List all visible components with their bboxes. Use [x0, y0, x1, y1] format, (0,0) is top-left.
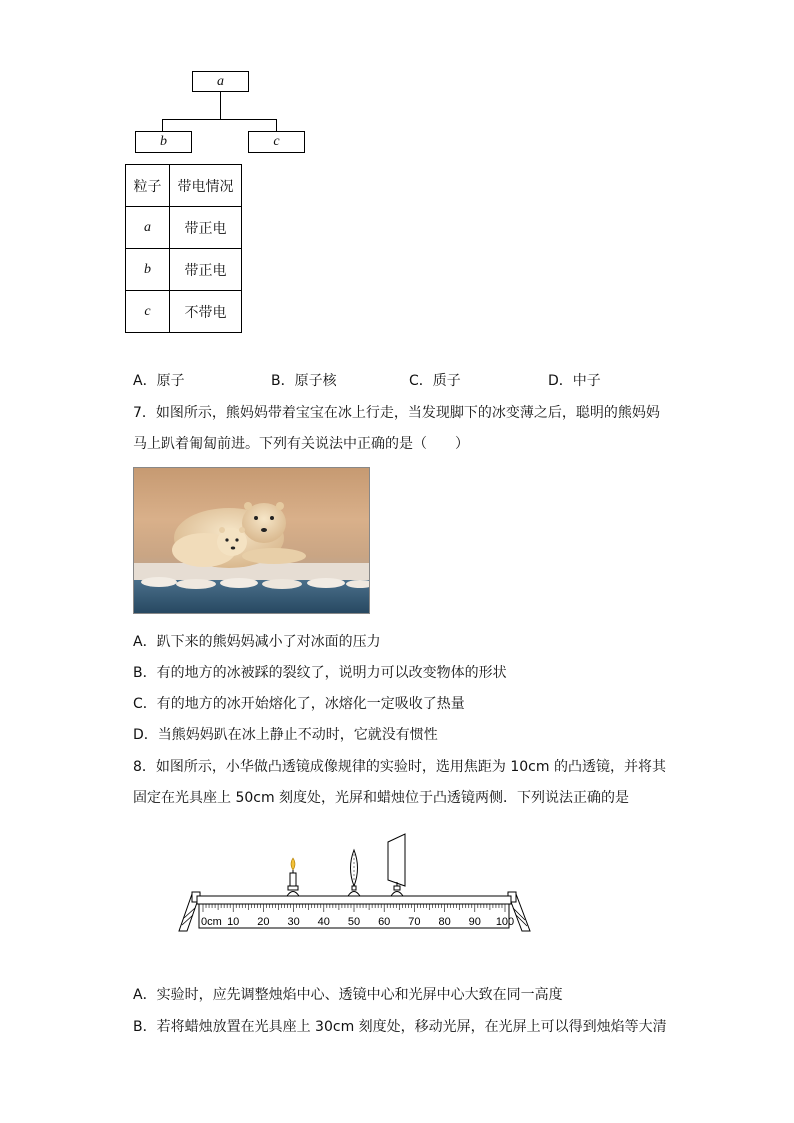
bench-tick-label: 20: [257, 916, 270, 928]
q6-option-c: C．质子: [409, 373, 461, 389]
table-cell: 不带电: [170, 291, 242, 333]
bench-tick-label: 90: [468, 916, 481, 928]
q6-option-d: D．中子: [548, 373, 601, 389]
optical-bench-diagram: [175, 828, 535, 938]
table-header-cell: 粒子: [126, 165, 170, 207]
bench-tick-label: 60: [378, 916, 391, 928]
tree-connector: [220, 92, 221, 119]
tree-connector: [162, 119, 277, 120]
convex-lens: [348, 850, 360, 896]
q8-stem-line1: 8．如图所示，小华做凸透镜成像规律的实验时，选用焦距为 10cm 的凸透镜，并将其: [133, 759, 666, 775]
bench-tick-label: 70: [408, 916, 421, 928]
table-row: [126, 291, 242, 333]
table-header-cell: 带电情况: [170, 165, 242, 207]
bench-tick-label: 80: [438, 916, 451, 928]
bench-tick-label: 100: [495, 916, 515, 928]
table-cell: b: [126, 249, 170, 291]
table-row: [126, 249, 242, 291]
q7-option-d: D．当熊妈妈趴在冰上静止不动时，它就没有惯性: [133, 727, 438, 743]
q7-option-c: C．有的地方的冰开始熔化了，冰熔化一定吸收了热量: [133, 696, 465, 712]
bench-rail: [197, 896, 511, 904]
table-cell: 带正电: [170, 249, 242, 291]
tree-node-c: c: [248, 131, 305, 153]
bench-tick-label: 40: [317, 916, 330, 928]
table-cell: c: [126, 291, 170, 333]
table-header-row: [126, 165, 242, 207]
tree-node-a: a: [192, 71, 249, 92]
q7-stem-line2: 马上趴着匍匐前进。下列有关说法中正确的是（ ）: [133, 436, 469, 452]
tree-connector: [276, 119, 277, 131]
q8-option-b: B．若将蜡烛放置在光具座上 30cm 刻度处，移动光屏，在光屏上可以得到烛焰等大清: [133, 1019, 667, 1035]
bench-tick-label: 10: [227, 916, 240, 928]
tree-node-b: b: [135, 131, 192, 153]
bench-tick-label: 0cm: [201, 916, 222, 928]
q8-stem-line2: 固定在光具座上 50cm 刻度处，光屏和蜡烛位于凸透镜两侧．下列说法正确的是: [133, 790, 630, 806]
candle: [287, 858, 299, 896]
table-cell: 带正电: [170, 207, 242, 249]
light-screen: [388, 834, 405, 896]
bench-tick-label: 30: [287, 916, 300, 928]
table-cell: a: [126, 207, 170, 249]
q6-option-b: B．原子核: [271, 373, 337, 389]
q6-option-a: A．原子: [133, 373, 185, 389]
q7-option-a: A．趴下来的熊妈妈减小了对冰面的压力: [133, 634, 381, 650]
bench-tick-label: 50: [347, 916, 361, 928]
q8-option-a: A．实验时，应先调整烛焰中心、透镜中心和光屏中心大致在同一高度: [133, 987, 563, 1003]
q7-option-b: B．有的地方的冰被踩的裂纹了，说明力可以改变物体的形状: [133, 665, 507, 681]
tree-connector: [162, 119, 163, 131]
table-row: [126, 207, 242, 249]
q7-stem-line1: 7．如图所示，熊妈妈带着宝宝在冰上行走，当发现脚下的冰变薄之后，聪明的熊妈妈: [133, 405, 660, 421]
polar-bear-photo: [133, 467, 370, 614]
particle-charge-table: [125, 164, 242, 333]
